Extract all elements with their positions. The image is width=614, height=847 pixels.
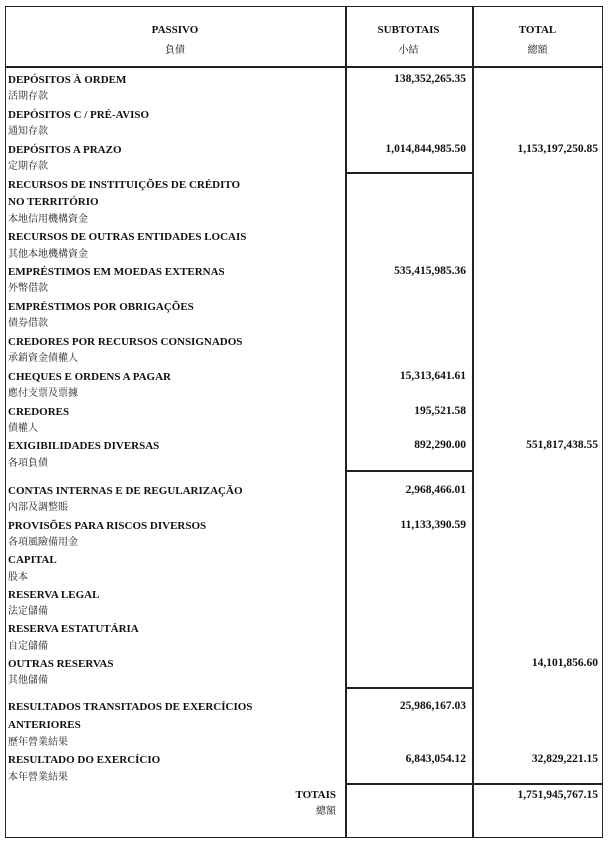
item-label-zh: 歷年營業結果 <box>8 736 68 748</box>
item-label-zh: 內部及調整賬 <box>8 502 68 514</box>
totals-label-zh: 總額 <box>316 806 336 817</box>
item-label-zh: 法定儲備 <box>8 606 48 618</box>
subtotal-divider <box>345 470 473 472</box>
item-label-zh: 本地信用機構資金 <box>8 213 88 225</box>
item-label-zh: 本年營業結果 <box>8 772 68 783</box>
subtotal-amount: 892,290.00 <box>414 439 466 452</box>
header-label-zh: 小結 <box>398 45 419 56</box>
item-label: DEPÓSITOS A PRAZO <box>8 143 122 156</box>
subtotal-amount: 11,133,390.59 <box>400 518 466 531</box>
item-label: CAPITAL <box>8 554 57 567</box>
item-label: CREDORES POR RECURSOS CONSIGNADOS <box>8 335 243 348</box>
header-label: SUBTOTAIS <box>377 24 440 36</box>
item-label-zh: 定期存款 <box>8 161 48 173</box>
subtotal-divider <box>345 687 473 689</box>
header-label-zh: 總額 <box>527 45 548 56</box>
item-label: RESERVA LEGAL <box>8 588 100 601</box>
header-label: PASSIVO <box>151 24 199 36</box>
item-label-zh: 股本 <box>8 571 28 583</box>
item-label-zh: 各項負債 <box>8 457 48 469</box>
header-subtotais <box>345 24 472 56</box>
subtotal-amount: 138,352,265.35 <box>394 73 466 85</box>
total-amount: 32,829,221.15 <box>531 753 598 766</box>
item-label-zh: 其他本地機構資金 <box>8 248 88 260</box>
item-label-zh: 自定儲備 <box>8 640 48 652</box>
column-divider <box>472 6 474 838</box>
item-label: OUTRAS RESERVAS <box>8 658 114 670</box>
item-label-zh: 活期存款 <box>8 91 48 103</box>
item-label: RECURSOS DE INSTITUIÇÕES DE CRÉDITO <box>8 178 241 191</box>
grand-total: 1,751,945,767.15 <box>517 789 598 801</box>
column-divider <box>345 6 347 838</box>
item-label: EMPRÉSTIMOS POR OBRIGAÇÕES <box>8 300 194 313</box>
subtotal-amount: 1,014,844,985.50 <box>385 142 466 155</box>
subtotal-divider <box>345 172 473 174</box>
item-label: RESULTADO DO EXERCÍCIO <box>8 754 161 767</box>
item-label: PROVISÕES PARA RISCOS DIVERSOS <box>8 519 207 532</box>
item-label-zh: 各項風險備用金 <box>8 536 78 548</box>
total-amount: 1,153,197,250.85 <box>517 142 598 155</box>
header-total <box>472 24 603 56</box>
header-divider <box>5 66 603 68</box>
item-label-zh: 其他儲備 <box>8 675 48 687</box>
subtotal-amount: 2,968,466.01 <box>405 484 466 496</box>
item-label-zh: 外幣借款 <box>8 283 48 295</box>
item-label: RESERVA ESTATUTÁRIA <box>8 623 139 636</box>
item-label: NO TERRITÓRIO <box>8 196 99 209</box>
item-label: CONTAS INTERNAS E DE REGULARIZAÇÃO <box>8 485 243 497</box>
item-label: EMPRÉSTIMOS EM MOEDAS EXTERNAS <box>8 265 225 278</box>
subtotal-amount: 535,415,985.36 <box>394 264 466 277</box>
item-label: ANTERIORES <box>8 718 81 731</box>
header-label-zh: 負債 <box>165 45 185 56</box>
header-passivo <box>5 24 345 56</box>
item-label-zh: 債券借款 <box>8 318 48 330</box>
item-label: CREDORES <box>8 405 70 418</box>
item-label: DEPÓSITOS À ORDEM <box>8 74 127 86</box>
totals-divider <box>345 783 603 785</box>
item-label-zh: 通知存款 <box>8 126 48 138</box>
total-amount: 551,817,438.55 <box>526 439 598 452</box>
header-label: TOTAL <box>518 24 557 36</box>
item-label: CHEQUES E ORDENS A PAGAR <box>8 370 171 383</box>
totals-label: TOTAIS <box>295 789 336 801</box>
subtotal-amount: 25,986,167.03 <box>399 700 466 712</box>
subtotal-amount: 15,313,641.61 <box>399 369 466 382</box>
item-label-zh: 債權人 <box>8 423 38 434</box>
subtotal-amount: 195,521.58 <box>414 404 466 417</box>
item-label: RECURSOS DE OUTRAS ENTIDADES LOCAIS <box>8 231 247 244</box>
item-label-zh: 應付支票及票據 <box>8 388 78 400</box>
total-amount: 14,101,856.60 <box>531 657 598 669</box>
item-label-zh: 承銷資金債權人 <box>8 353 78 365</box>
item-label: EXIGIBILIDADES DIVERSAS <box>8 440 160 453</box>
subtotal-amount: 6,843,054.12 <box>405 753 466 766</box>
item-label: RESULTADOS TRANSITADOS DE EXERCÍCIOS <box>8 701 253 713</box>
item-label: DEPÓSITOS C / PRÉ-AVISO <box>8 108 150 121</box>
